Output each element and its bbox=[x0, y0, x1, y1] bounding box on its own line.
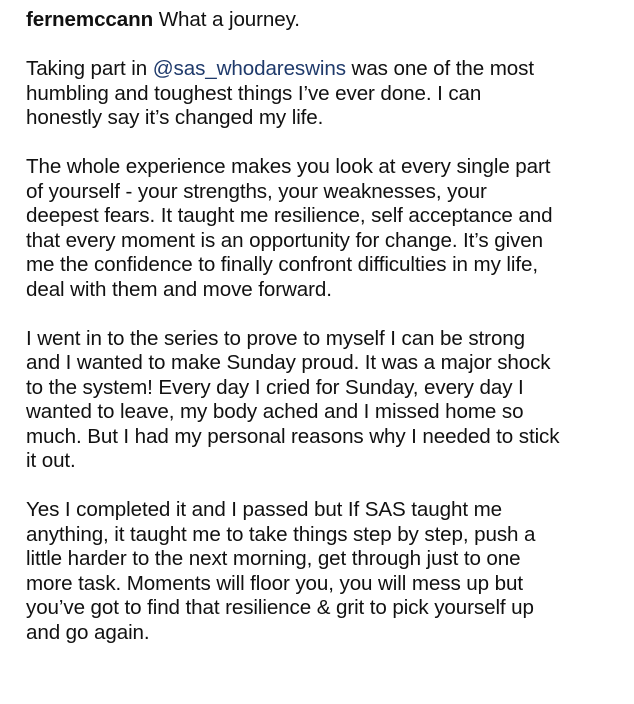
caption-paragraph-2: The whole experience makes you look at every single part of yourself - your strengths, your weaknesses, your deepest fears. It taught me resilience, self acceptance and that every moment is an opportunity for change. It’s given me the confidence to finally confront difficulties in my life, deal with them and move forward. bbox=[26, 155, 553, 301]
caption-paragraph-3: I went in to the series to prove to myself I can be strong and I wanted to make Sunday proud. It was a major shock to the system! Every day I cried for Sunday, every day I wanted to leave, my body ached and I missed home so much. But I had my personal reasons why I needed to stick it out. bbox=[26, 326, 560, 472]
mention-link[interactable]: @sas_whodareswins bbox=[152, 57, 346, 80]
username-link[interactable]: fernemccann bbox=[26, 8, 154, 31]
caption-paragraph-1 bbox=[26, 57, 626, 131]
caption-first-line bbox=[26, 8, 626, 33]
caption-headline: What a journey. bbox=[158, 8, 300, 31]
post-caption bbox=[26, 8, 626, 670]
caption-paragraph-4: Yes I completed it and I passed but If SAS taught me anything, it taught me to take things step by step, push a little harder to the next morning, get through just to one more task. Moments will floor you, you will mess up but you’ve got to find that resilience & grit to pick yourself up and go again. bbox=[26, 498, 536, 644]
paragraph-1-rest: was one of the most humbling and toughest things I’ve ever done. I can honestly say it’s changed my life. bbox=[26, 57, 534, 129]
paragraph-1-start: Taking part in bbox=[26, 57, 153, 80]
